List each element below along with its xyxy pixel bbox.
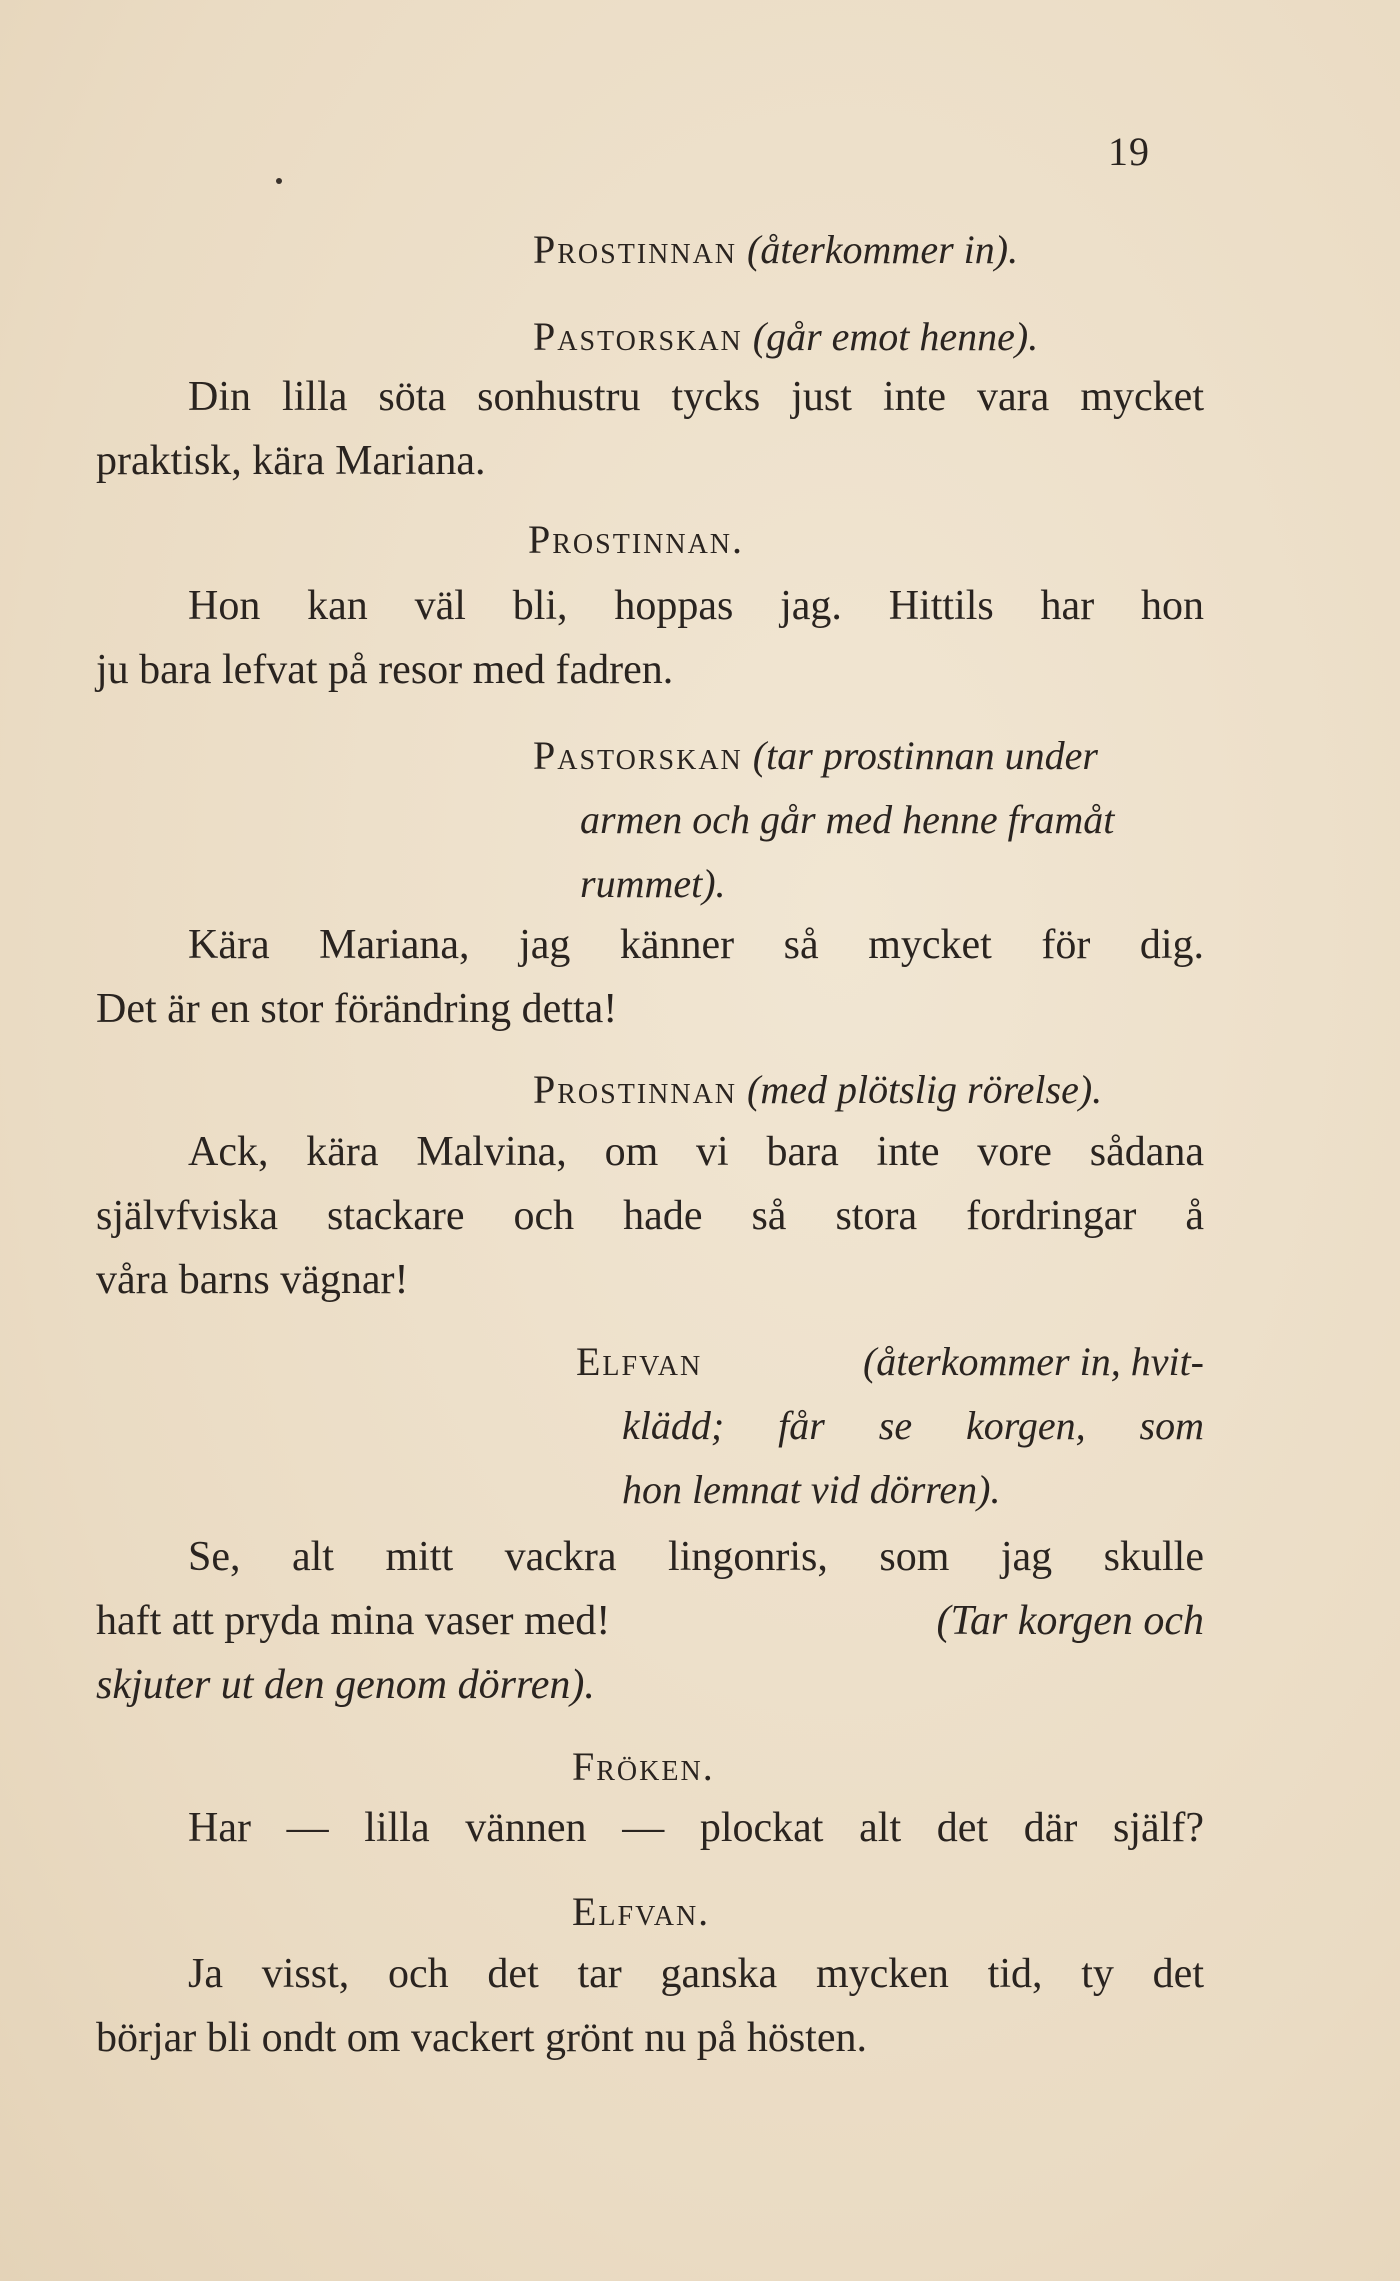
speaker-name: Pastorskan <box>533 314 743 359</box>
text-line: ju bara lefvat på resor med fadren. <box>96 647 674 693</box>
stage-direction: rummet). <box>580 861 726 906</box>
dialogue-block <box>96 365 1204 493</box>
speaker-name: Fröken. <box>572 1744 715 1789</box>
text-line: våra barns vägnar! <box>96 1257 409 1303</box>
ink-speck <box>276 178 282 184</box>
text-line: Ack, kära Malvina, om vi bara inte vore sådana <box>188 1129 1204 1175</box>
text-line: praktisk, kära Mariana. <box>96 438 486 484</box>
stage-direction-line <box>533 305 1038 369</box>
dialogue-block <box>96 1525 1204 1717</box>
stage-direction: (återkommer in). <box>747 227 1019 272</box>
stage-direction: (tar prostinnan under <box>752 733 1098 778</box>
text-line: Kära Mariana, jag känner så mycket för dig. <box>188 922 1204 968</box>
stage-direction: klädd; får se korgen, som <box>622 1403 1204 1448</box>
text-line: Hon kan väl bli, hoppas jag. Hittils har hon <box>188 583 1204 629</box>
text-line: självfviska stackare och hade så stora fordringar å <box>96 1193 1204 1239</box>
stage-direction-line <box>533 218 1018 282</box>
stage-direction: armen och går med henne framåt <box>580 797 1115 842</box>
speaker-name: Elfvan. <box>572 1889 711 1934</box>
speaker-name: Elfvan <box>576 1339 703 1384</box>
stage-direction: hon lemnat vid dörren). <box>622 1467 1001 1512</box>
speaker-line <box>572 1735 715 1799</box>
speaker-name: Prostinnan <box>533 1067 738 1112</box>
stage-direction-line <box>533 1058 1102 1122</box>
dialogue-block <box>96 913 1204 1041</box>
speaker-name: Pastorskan <box>533 733 743 778</box>
stage-direction-line <box>576 1330 1204 1394</box>
speaker-name: Prostinnan. <box>528 517 745 562</box>
stage-direction: (Tar korgen och <box>936 1598 1204 1644</box>
dialogue-block <box>96 1942 1204 2070</box>
dialogue-block <box>96 1796 1204 1860</box>
stage-direction: (med plötslig rörelse). <box>747 1067 1103 1112</box>
stage-direction: (återkommer in, hvit- <box>862 1339 1204 1384</box>
text-line: Det är en stor förändring detta! <box>96 986 618 1032</box>
text-span: haft att pryda mina vaser med! <box>96 1598 611 1644</box>
speaker-line <box>528 508 744 572</box>
stage-direction-line <box>533 724 1098 788</box>
dialogue-block <box>96 1120 1204 1312</box>
stage-direction: skjuter ut den genom dörren). <box>96 1662 595 1708</box>
text-line: Ja visst, och det tar ganska mycken tid, ty det <box>188 1951 1204 1997</box>
page-number: 19 <box>1108 129 1150 174</box>
text-line: Din lilla söta sonhustru tycks just inte vara mycket <box>188 374 1204 420</box>
text-line: Se, alt mitt vackra lingonris, som jag skulle <box>188 1534 1204 1580</box>
dialogue-block <box>96 574 1204 702</box>
text-line <box>96 1589 1204 1653</box>
speaker-line <box>572 1880 710 1944</box>
speaker-name: Prostinnan <box>533 227 738 272</box>
stage-direction: (går emot henne). <box>752 314 1039 359</box>
text-line: börjar bli ondt om vackert grönt nu på hösten. <box>96 2015 867 2061</box>
text-line: Har — lilla vännen — plockat alt det där själf? <box>188 1805 1204 1851</box>
